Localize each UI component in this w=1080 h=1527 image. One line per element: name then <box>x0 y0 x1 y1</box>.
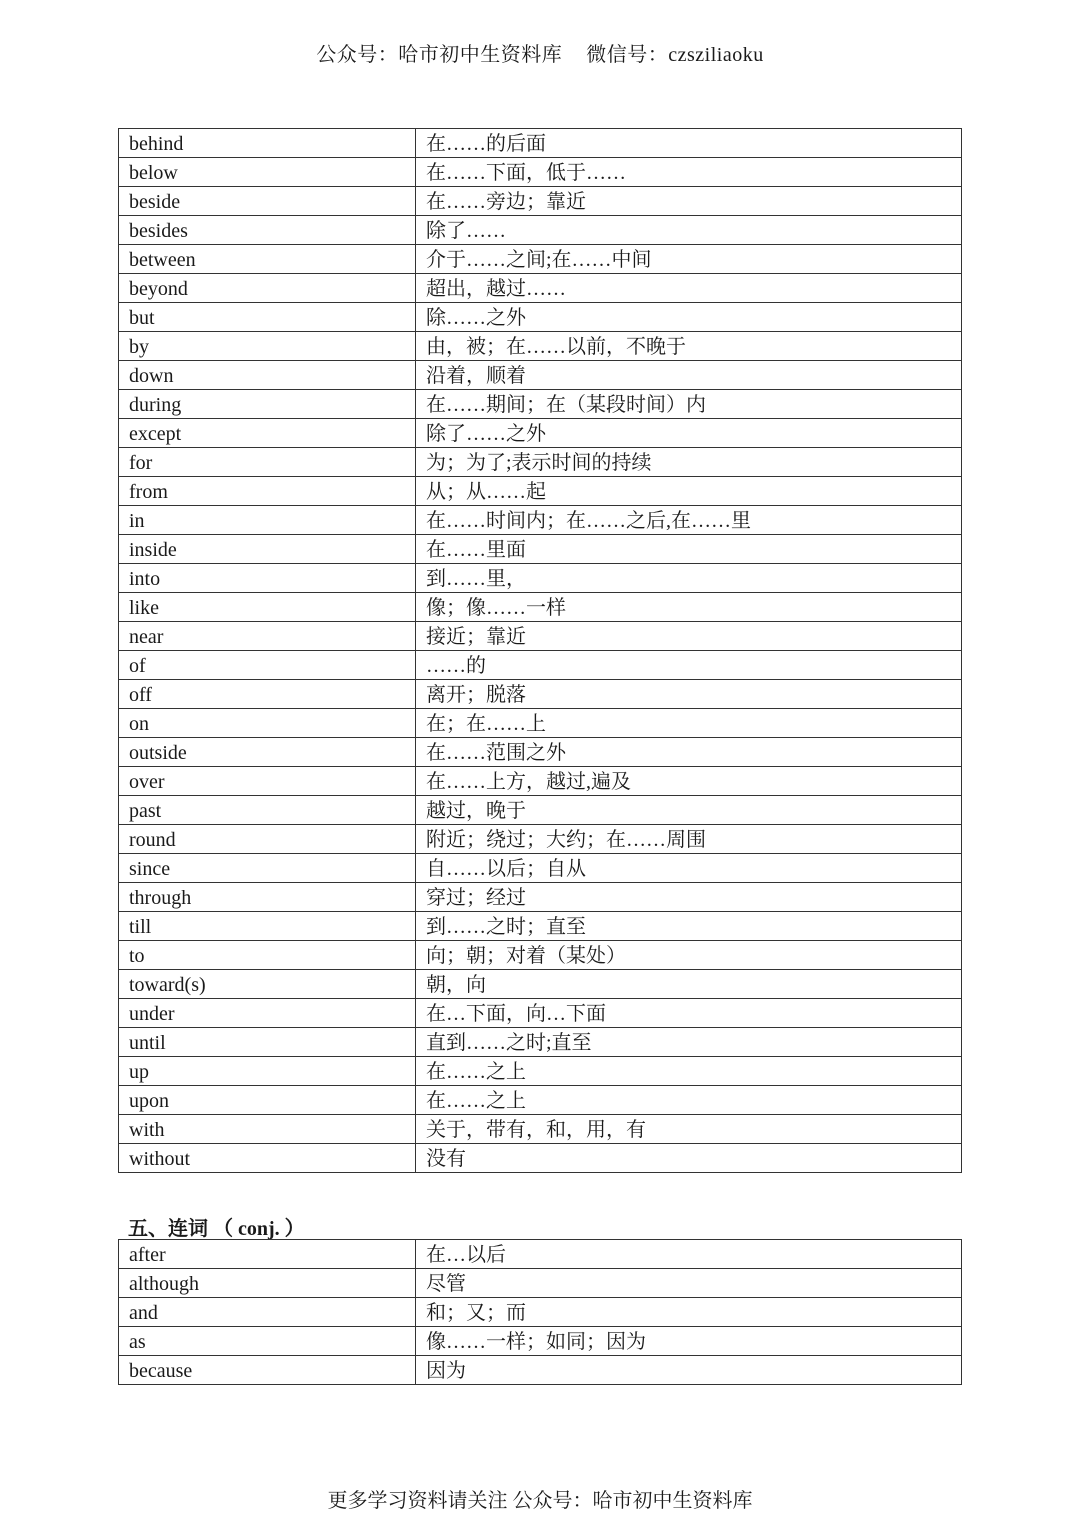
table-row <box>119 854 962 883</box>
chinese-meaning: 在…以后 <box>416 1240 962 1269</box>
chinese-meaning: 在…下面，向…下面 <box>416 999 962 1028</box>
chinese-meaning: 向；朝；对着（某处） <box>416 941 962 970</box>
chinese-meaning: 因为 <box>416 1356 962 1385</box>
preposition-table <box>118 128 962 1173</box>
table-row <box>119 216 962 245</box>
english-word: as <box>119 1327 416 1356</box>
chinese-meaning: 除……之外 <box>416 303 962 332</box>
chinese-meaning: 在；在……上 <box>416 709 962 738</box>
table-row <box>119 622 962 651</box>
english-word: down <box>119 361 416 390</box>
english-word: except <box>119 419 416 448</box>
table-row <box>119 1327 962 1356</box>
chinese-meaning: 在……期间；在（某段时间）内 <box>416 390 962 419</box>
english-word: beside <box>119 187 416 216</box>
english-word: but <box>119 303 416 332</box>
table-row <box>119 796 962 825</box>
english-word: past <box>119 796 416 825</box>
english-word: and <box>119 1298 416 1327</box>
english-word: because <box>119 1356 416 1385</box>
chinese-meaning: 越过，晚于 <box>416 796 962 825</box>
table-row <box>119 361 962 390</box>
table-row <box>119 1144 962 1173</box>
english-word: up <box>119 1057 416 1086</box>
english-word: of <box>119 651 416 680</box>
english-word: during <box>119 390 416 419</box>
english-word: near <box>119 622 416 651</box>
english-word: beyond <box>119 274 416 303</box>
english-word: like <box>119 593 416 622</box>
page-header <box>0 38 1080 67</box>
english-word: for <box>119 448 416 477</box>
english-word: toward(s) <box>119 970 416 999</box>
english-word: behind <box>119 129 416 158</box>
table-row <box>119 332 962 361</box>
table-row <box>119 303 962 332</box>
english-word: outside <box>119 738 416 767</box>
table-row <box>119 187 962 216</box>
table-row <box>119 912 962 941</box>
table-row <box>119 999 962 1028</box>
chinese-meaning: 像……一样；如同；因为 <box>416 1327 962 1356</box>
table-row <box>119 883 962 912</box>
table-row <box>119 1028 962 1057</box>
table-row <box>119 1115 962 1144</box>
english-word: without <box>119 1144 416 1173</box>
english-word: over <box>119 767 416 796</box>
chinese-meaning: 从；从……起 <box>416 477 962 506</box>
english-word: off <box>119 680 416 709</box>
table-row <box>119 535 962 564</box>
chinese-meaning: 除了…… <box>416 216 962 245</box>
table-row <box>119 274 962 303</box>
chinese-meaning: 除了……之外 <box>416 419 962 448</box>
chinese-meaning: 在……范围之外 <box>416 738 962 767</box>
chinese-meaning: 接近；靠近 <box>416 622 962 651</box>
english-word: in <box>119 506 416 535</box>
table-row <box>119 1269 962 1298</box>
chinese-meaning: 在……之上 <box>416 1086 962 1115</box>
header-account: 公众号：哈市初中生资料库 <box>316 44 563 66</box>
table-row <box>119 593 962 622</box>
chinese-meaning: 没有 <box>416 1144 962 1173</box>
chinese-meaning: 介于……之间;在……中间 <box>416 245 962 274</box>
english-word: by <box>119 332 416 361</box>
chinese-meaning: 超出，越过…… <box>416 274 962 303</box>
table-row <box>119 767 962 796</box>
english-word: from <box>119 477 416 506</box>
chinese-meaning: 在……下面，低于…… <box>416 158 962 187</box>
chinese-meaning: 离开；脱落 <box>416 680 962 709</box>
table-row <box>119 506 962 535</box>
chinese-meaning: 和；又；而 <box>416 1298 962 1327</box>
header-wechat-id: 微信号：czsziliaoku <box>586 44 764 66</box>
chinese-meaning: 在……里面 <box>416 535 962 564</box>
english-word: on <box>119 709 416 738</box>
chinese-meaning: 直到……之时;直至 <box>416 1028 962 1057</box>
table-row <box>119 390 962 419</box>
chinese-meaning: 沿着，顺着 <box>416 361 962 390</box>
chinese-meaning: 在……旁边；靠近 <box>416 187 962 216</box>
chinese-meaning: 穿过；经过 <box>416 883 962 912</box>
table-row <box>119 970 962 999</box>
english-word: round <box>119 825 416 854</box>
chinese-meaning: 在……的后面 <box>416 129 962 158</box>
table-row <box>119 564 962 593</box>
table-row <box>119 680 962 709</box>
chinese-meaning: 朝，向 <box>416 970 962 999</box>
english-word: until <box>119 1028 416 1057</box>
table-row <box>119 245 962 274</box>
english-word: upon <box>119 1086 416 1115</box>
english-word: besides <box>119 216 416 245</box>
chinese-meaning: 关于，带有，和，用，有 <box>416 1115 962 1144</box>
chinese-meaning: 像；像……一样 <box>416 593 962 622</box>
english-word: to <box>119 941 416 970</box>
chinese-meaning: 到……里， <box>416 564 962 593</box>
section-title-conjunctions: 五、连词 （ conj. ） <box>128 1218 305 1240</box>
table-row <box>119 129 962 158</box>
table-row <box>119 1240 962 1269</box>
english-word: inside <box>119 535 416 564</box>
english-word: although <box>119 1269 416 1298</box>
table-row <box>119 419 962 448</box>
table-row <box>119 1086 962 1115</box>
chinese-meaning: 在……之上 <box>416 1057 962 1086</box>
english-word: into <box>119 564 416 593</box>
english-word: since <box>119 854 416 883</box>
chinese-meaning: 在……上方，越过,遍及 <box>416 767 962 796</box>
chinese-meaning: 由，被；在……以前，不晚于 <box>416 332 962 361</box>
english-word: after <box>119 1240 416 1269</box>
english-word: with <box>119 1115 416 1144</box>
chinese-meaning: 附近；绕过；大约；在……周围 <box>416 825 962 854</box>
table-row <box>119 1057 962 1086</box>
english-word: below <box>119 158 416 187</box>
table-row <box>119 477 962 506</box>
chinese-meaning: 到……之时；直至 <box>416 912 962 941</box>
table-row <box>119 738 962 767</box>
chinese-meaning: 自……以后；自从 <box>416 854 962 883</box>
english-word: till <box>119 912 416 941</box>
table-row <box>119 1356 962 1385</box>
table-row <box>119 448 962 477</box>
table-row <box>119 158 962 187</box>
english-word: under <box>119 999 416 1028</box>
table-row <box>119 825 962 854</box>
chinese-meaning: 为；为了;表示时间的持续 <box>416 448 962 477</box>
chinese-meaning: 在……时间内；在……之后,在……里 <box>416 506 962 535</box>
conjunction-table <box>118 1239 962 1385</box>
chinese-meaning: ……的 <box>416 651 962 680</box>
table-row <box>119 1298 962 1327</box>
table-row <box>119 709 962 738</box>
table-row <box>119 941 962 970</box>
english-word: through <box>119 883 416 912</box>
table-row <box>119 651 962 680</box>
chinese-meaning: 尽管 <box>416 1269 962 1298</box>
page-footer: 更多学习资料请关注 公众号：哈市初中生资料库 <box>327 1490 753 1512</box>
english-word: between <box>119 245 416 274</box>
